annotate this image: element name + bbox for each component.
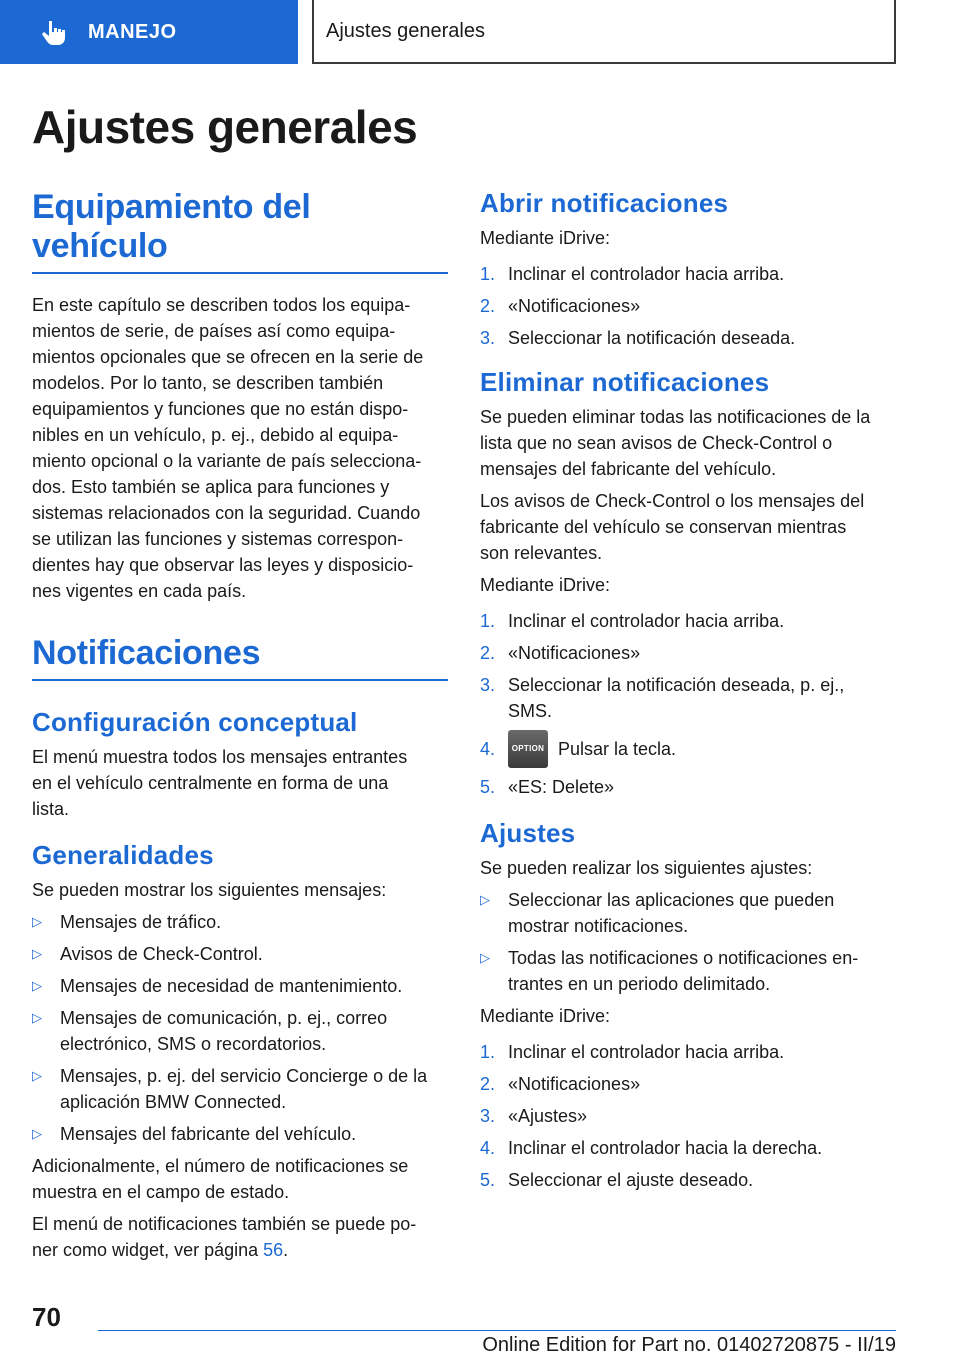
list-item: 2. «Notificaciones» (480, 643, 641, 663)
adicional-paragraph: Adicionalmente, el número de notificaciones se muestra en el campo de estado. (32, 1156, 409, 1202)
triangle-bullet-icon: ▷ (480, 892, 490, 907)
list-item: ▷ Avisos de Check-Control. (32, 941, 448, 967)
chapter-title: Ajustes generales (326, 19, 485, 42)
ajustes-intro: Se pueden realizar los siguientes ajustes: (480, 858, 813, 878)
ajustes-list (480, 887, 896, 997)
heading-generalidades: Generalidades (32, 840, 214, 870)
abrir-steps (480, 261, 896, 351)
heading-config-conceptual: Configuración conceptual (32, 707, 358, 737)
list-item: 5. «ES: Delete» (480, 777, 615, 797)
triangle-bullet-icon: ▷ (32, 946, 42, 961)
messages-list (32, 909, 448, 1147)
list-item: ▷ Mensajes de comunicación, p. ej., correo electrónico, SMS o recordatorios. (32, 1005, 448, 1057)
list-item: 1. Inclinar el controlador hacia arriba. (480, 264, 785, 284)
list-item: 1. Inclinar el controlador hacia arriba. (480, 611, 785, 631)
list-item: 5. Seleccionar el ajuste deseado. (480, 1170, 754, 1190)
section-title: MANEJO (88, 20, 177, 43)
chapter-title-box (312, 0, 896, 64)
page-title: Ajustes generales (32, 101, 418, 153)
list-item: ▷ Mensajes del fabricante del vehículo. (32, 1121, 448, 1147)
heading-equipamiento: Equipamiento del vehículo (32, 188, 448, 274)
list-item: 3. «Ajustes» (480, 1106, 588, 1126)
list-item: ▷ Mensajes de necesidad de mantenimiento. (32, 973, 448, 999)
list-item: 4. Inclinar el controlador hacia la derecha. (480, 1138, 823, 1158)
right-column (480, 188, 896, 1201)
footer-edition: Online Edition for Part no. 01402720875 - II/19 (482, 1334, 896, 1356)
triangle-bullet-icon: ▷ (32, 1010, 42, 1025)
abrir-intro: Mediante iDrive: (480, 228, 611, 248)
config-paragraph: El menú muestra todos los mensajes entrantes en el vehículo centralmente en forma de una lista. (32, 747, 408, 819)
generalidades-intro: Se pueden mostrar los siguientes mensajes: (32, 880, 387, 900)
triangle-bullet-icon: ▷ (32, 978, 42, 993)
eliminar-steps (480, 608, 896, 800)
left-column (32, 188, 448, 1269)
list-item: ▷ Mensajes, p. ej. del servicio Concierge o de la aplicación BMW Connected. (32, 1063, 448, 1115)
list-item: 3. Seleccionar la notificación deseada, p. ej., SMS. (480, 675, 845, 721)
hand-pointer-icon (40, 18, 68, 46)
widget-paragraph: El menú de notificaciones también se puede po- ner como widget, ver página 56. (32, 1214, 417, 1260)
option-button-icon: OPTION (508, 730, 548, 768)
eliminar-intro: Mediante iDrive: (480, 575, 611, 595)
list-item: ▷ Mensajes de tráfico. (32, 909, 448, 935)
page-number: 70 (32, 1302, 61, 1332)
triangle-bullet-icon: ▷ (32, 1068, 42, 1083)
heading-eliminar: Eliminar notificaciones (480, 367, 770, 397)
list-item: 1. Inclinar el controlador hacia arriba. (480, 1042, 785, 1062)
equipamiento-paragraph: En este capítulo se describen todos los equipa- mientos de serie, de países así como equipa- mientos opcionales que se ofrecen en la serie de modelos. Por lo tanto, se describen también equipamientos y funciones que no están dispo- nibles en un vehículo, p. ej., debido al equipa- miento opcional o la variante de país selecciona- dos. Esto también se aplica para funciones y sistemas relacionados con la seguridad. Cuando se utilizan las funciones y sistemas correspon- dientes hay que observar las leyes y disposicio- nes vigentes en cada país. (32, 295, 424, 601)
list-item: 2. «Notificaciones» (480, 1074, 641, 1094)
heading-notificaciones: Notificaciones (32, 634, 448, 681)
list-item: 2. «Notificaciones» (480, 296, 641, 316)
list-item: 4. OPTION Pulsar la tecla. (480, 730, 896, 768)
section-tab[interactable] (0, 0, 298, 64)
triangle-bullet-icon: ▷ (32, 914, 42, 929)
triangle-bullet-icon: ▷ (32, 1126, 42, 1141)
heading-ajustes: Ajustes (480, 818, 576, 848)
page-link[interactable]: 56 (263, 1240, 284, 1260)
eliminar-paragraph-2: Los avisos de Check-Control o los mensajes del fabricante del vehículo se conservan mientras son relevantes. (480, 491, 865, 563)
heading-abrir: Abrir notificaciones (480, 188, 729, 218)
list-item: ▷ Seleccionar las aplicaciones que pueden mostrar notificaciones. (480, 887, 896, 939)
eliminar-paragraph-1: Se pueden eliminar todas las notificaciones de la lista que no sean avisos de Check-Control o mensajes del fabricante del vehículo. (480, 407, 871, 479)
ajustes-mediante: Mediante iDrive: (480, 1006, 611, 1026)
list-item: ▷ Todas las notificaciones o notificaciones en- trantes en un periodo delimitado. (480, 945, 896, 997)
footer-divider (98, 1330, 896, 1331)
ajustes-steps (480, 1039, 896, 1193)
triangle-bullet-icon: ▷ (480, 950, 490, 965)
list-item: 3. Seleccionar la notificación deseada. (480, 328, 796, 348)
